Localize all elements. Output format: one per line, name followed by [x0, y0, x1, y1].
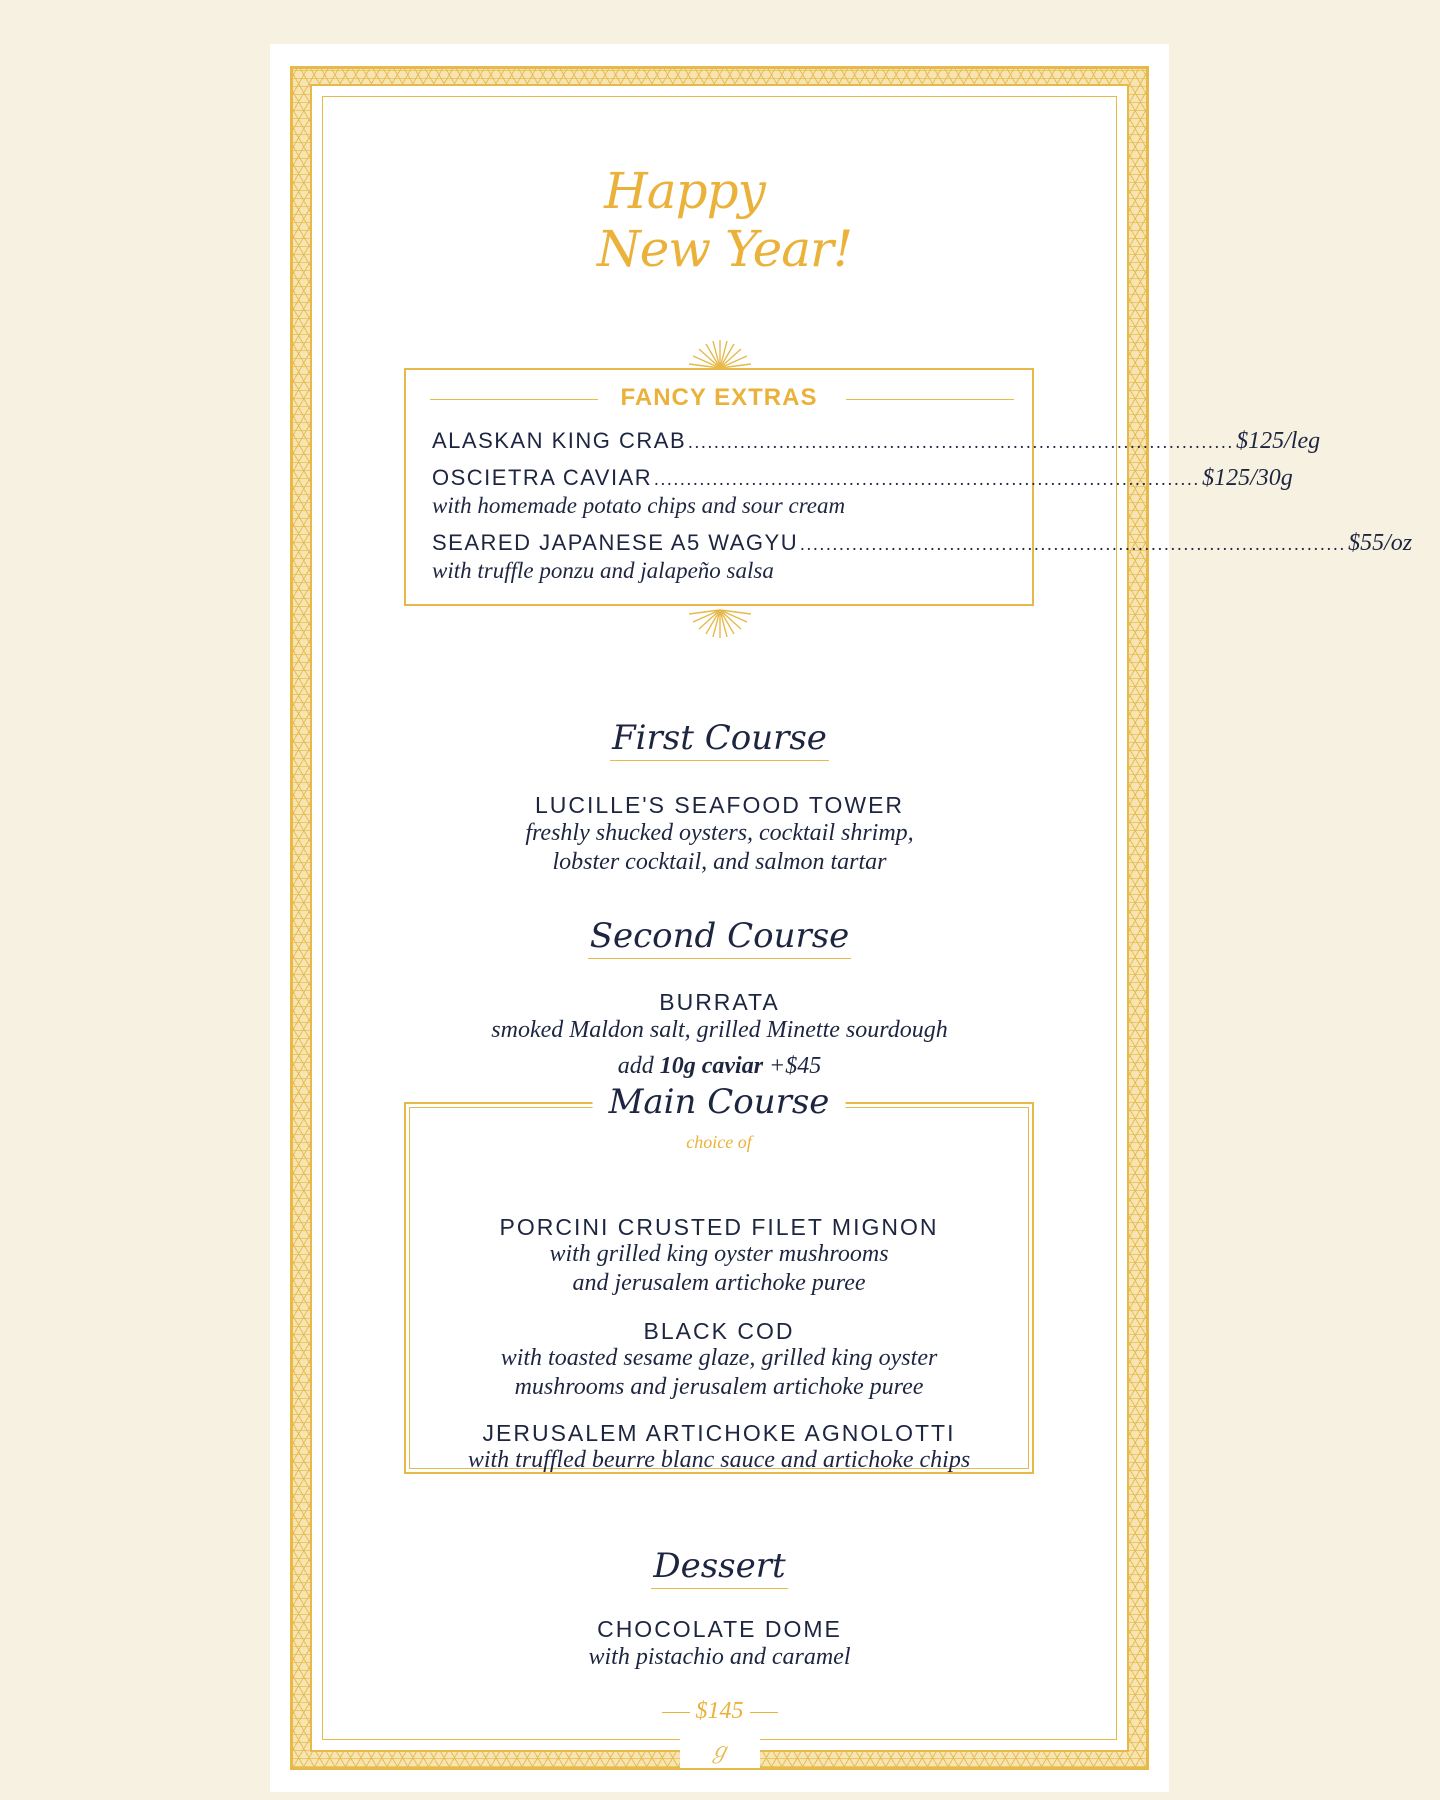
first-course-item-desc-1: freshly shucked oysters, cocktail shrimp,: [525, 820, 914, 846]
addon-price: +$45: [763, 1053, 822, 1079]
first-course-item-name: LUCILLE'S SEAFOOD TOWER: [534, 792, 905, 818]
main-item-name: PORCINI CRUSTED FILET MIGNON: [499, 1214, 939, 1240]
main-item-desc: mushrooms and jerusalem artichoke puree: [514, 1374, 924, 1400]
title-rule-right: [846, 399, 1014, 400]
extra-item-price: $55/oz: [1348, 530, 1413, 556]
first-course-title: First Course: [610, 718, 829, 761]
extra-item-description: with homemade potato chips and sour cream: [432, 493, 846, 518]
dessert-title: Dessert: [651, 1546, 787, 1589]
menu-price: [270, 1698, 1169, 1725]
dessert-item-desc: with pistachio and caramel: [588, 1644, 851, 1670]
extra-item-description: with truffle ponzu and jalapeño salsa: [432, 558, 774, 583]
main-item-desc: and jerusalem artichoke puree: [572, 1270, 866, 1296]
greeting-line-1: Happy: [604, 162, 765, 220]
extra-item-name: ALASKAN KING CRAB: [432, 428, 687, 453]
fancy-extras-title: FANCY EXTRAS: [620, 384, 818, 411]
dessert-heading: [270, 1546, 1169, 1589]
extra-item-name: SEARED JAPANESE A5 WAGYU: [432, 530, 799, 555]
menu-price-value: $145: [695, 1698, 744, 1724]
greeting-line-2: New Year!: [596, 220, 853, 278]
greeting-heading: [270, 162, 1169, 278]
main-item-desc: with toasted sesame glaze, grilled king oyster: [500, 1345, 938, 1371]
second-course-item-name: BURRATA: [659, 989, 780, 1015]
extra-item: [432, 530, 1413, 557]
extra-item: [432, 428, 1321, 455]
dessert-item-name: CHOCOLATE DOME: [597, 1616, 842, 1642]
main-item-desc: with grilled king oyster mushrooms: [549, 1241, 889, 1267]
first-course-item-desc-2: lobster cocktail, and salmon tartar: [552, 849, 887, 875]
main-course-box: [404, 1082, 1034, 1474]
choice-of-label: choice of: [686, 1132, 752, 1152]
main-item-name: JERUSALEM ARTICHOKE AGNOLOTTI: [482, 1420, 956, 1446]
price-dash-left: [662, 1712, 690, 1713]
second-course-title: Second Course: [588, 916, 852, 959]
extra-item: [432, 465, 1293, 492]
main-item-desc: with truffled beurre blanc sauce and artichoke chips: [467, 1447, 971, 1473]
dot-leader: ....................................................................................: [654, 469, 1201, 489]
fancy-extras-box: [404, 368, 1413, 606]
main-item-name: BLACK COD: [643, 1318, 795, 1344]
monogram-logo: ℊ: [680, 1734, 760, 1768]
addon-item: 10g caviar: [659, 1053, 764, 1079]
extra-item-name: OSCIETRA CAVIAR: [432, 465, 653, 490]
extra-item-price: $125/30g: [1202, 465, 1293, 491]
addon-prefix: add: [617, 1053, 660, 1079]
sunburst-icon: [687, 338, 753, 372]
caviar-addon: [270, 1052, 1169, 1081]
price-dash-right: [750, 1712, 778, 1713]
second-course-item-desc: smoked Maldon salt, grilled Minette sourdough: [491, 1017, 948, 1043]
first-course-heading: [270, 718, 1169, 761]
dot-leader: ....................................................................................: [688, 432, 1235, 452]
menu-content: [270, 44, 1413, 1792]
dot-leader: ....................................................................................: [800, 534, 1347, 554]
menu-card: [270, 44, 1413, 1792]
main-course-title: Main Course: [593, 1082, 846, 1122]
sunburst-icon: [687, 606, 753, 640]
extra-item-price: $125/leg: [1236, 428, 1321, 454]
second-course-heading: [270, 916, 1169, 959]
